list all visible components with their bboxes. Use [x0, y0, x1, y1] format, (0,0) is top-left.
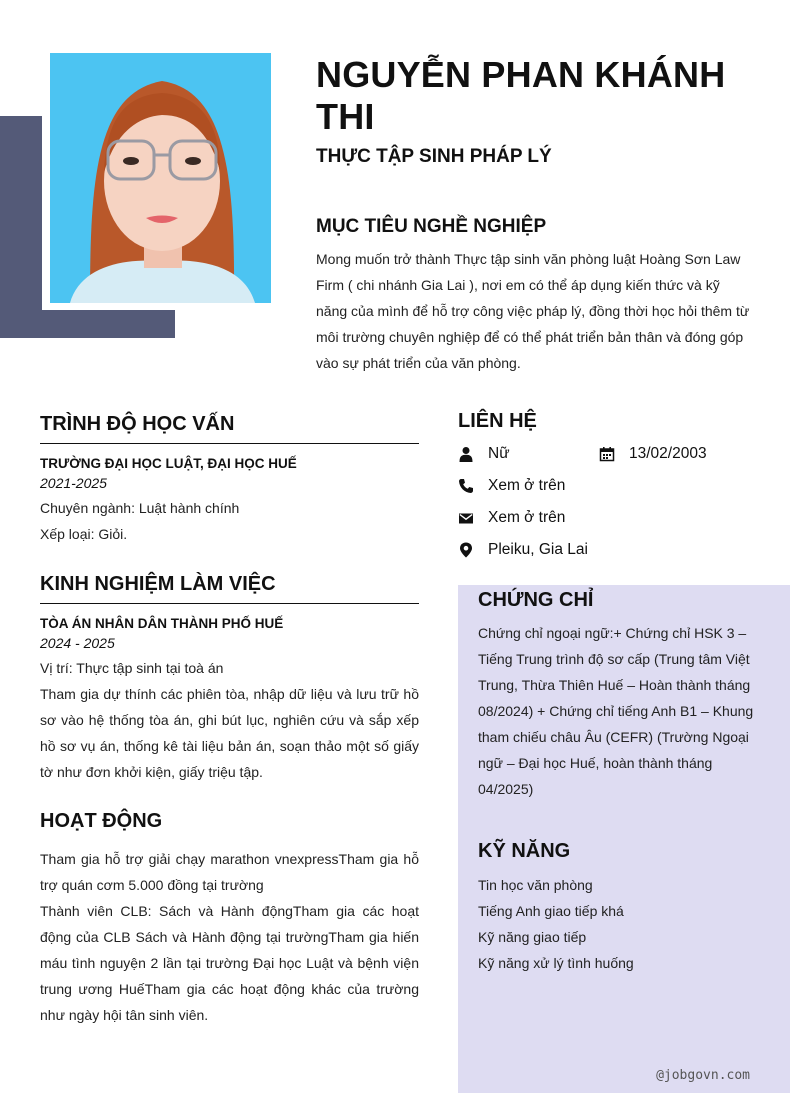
address-value: Pleiku, Gia Lai — [488, 541, 588, 558]
experience-heading: KINH NGHIỆM LÀM VIỆC — [40, 573, 419, 604]
experience-description: Tham gia dự thính các phiên tòa, nhập dữ liệu và lưu trữ hồ sơ vào hệ thống tòa án, ghi bút lục, nghiên cứu và sắp xếp hồ sơ vụ án, thống kê tài liệu bản án, soạn thảo một số giấy tờ như đơn khởi kiện, giấy triệu tập. — [40, 686, 419, 780]
skill-item: Kỹ năng xử lý tình huống — [478, 955, 634, 971]
job-title: THỰC TẬP SINH PHÁP LÝ — [316, 146, 552, 167]
objective-heading: MỤC TIÊU NGHỀ NGHIỆP — [316, 216, 547, 237]
person-icon — [458, 446, 474, 462]
contact-heading: LIÊN HỆ — [458, 410, 537, 432]
experience-period: 2024 - 2025 — [40, 635, 115, 651]
education-major: Chuyên ngành: Luật hành chính — [40, 500, 240, 516]
experience-position: Vị trí: Thực tập sinh tại toà án — [40, 660, 224, 676]
contact-address — [458, 538, 588, 562]
education-rank: Xếp loại: Giỏi. — [40, 526, 128, 542]
decorative-bar-horizontal — [0, 310, 175, 338]
certificates-text: Chứng chỉ ngoại ngữ:+ Chứng chỉ HSK 3 – Tiếng Trung trình độ sơ cấp (Trung tâm Việt Trung, Thừa Thiên Huế – Hoàn thành tháng 08/2024) + Chứng chỉ tiếng Anh B1 – Khung tham chiếu châu Âu (CEFR) (Trường Ngoại ngữ – Đại học Huế, hoàn thành tháng 04/2025) — [478, 625, 754, 797]
contact-section — [458, 410, 758, 558]
birthday-value: 13/02/2003 — [629, 445, 707, 462]
activities-section — [40, 810, 419, 1028]
experience-org: TÒA ÁN NHÂN DÂN THÀNH PHỐ HUẾ — [40, 616, 284, 631]
activities-heading: HOẠT ĐỘNG — [40, 810, 163, 832]
gender-value: Nữ — [488, 445, 510, 462]
watermark: @jobgovn.com — [656, 1068, 750, 1083]
school-name: TRƯỜNG ĐẠI HỌC LUẬT, ĐẠI HỌC HUẾ — [40, 456, 297, 471]
skill-item: Tiếng Anh giao tiếp khá — [478, 903, 624, 919]
full-name: NGUYỄN PHAN KHÁNH THI — [316, 54, 726, 137]
skill-item: Kỹ năng giao tiếp — [478, 929, 587, 945]
calendar-icon — [599, 446, 615, 462]
contact-birthday — [599, 442, 707, 466]
skills-heading: KỸ NĂNG — [478, 840, 571, 862]
contact-email — [458, 506, 565, 530]
contact-phone — [458, 474, 565, 498]
email-value: Xem ở trên — [488, 509, 566, 526]
education-heading: TRÌNH ĐỘ HỌC VẤN — [40, 413, 419, 444]
education-section — [40, 413, 419, 547]
activity-item: Thành viên CLB: Sách và Hành độngTham gia các hoạt động của CLB Sách và Hành động tại trườngTham gia hiến máu tình nguyện 2 lần tại trường Đại học Luật và bệnh viện trung ương HuếTham gia các hoạt động khác của trường như ngày hội tân sinh viên. — [40, 903, 419, 1023]
decorative-bar-vertical — [0, 116, 42, 338]
experience-section — [40, 573, 419, 785]
mail-icon — [458, 510, 474, 526]
sidebar-panel — [458, 585, 790, 1093]
profile-photo — [50, 53, 271, 303]
skill-item: Tin học văn phòng — [478, 877, 593, 893]
objective-text: Mong muốn trở thành Thực tập sinh văn phòng luật Hoàng Sơn Law Firm ( chi nhánh Gia Lai ), nơi em có thể áp dụng kiến thức và kỹ năng của mình để hỗ trợ công việc pháp lý, đồng thời học hỏi thêm từ môi trường chuyên nghiệp để có thể phát triển bản thân và đóng góp vào sự phát triển của văn phòng. — [316, 251, 750, 371]
contact-gender — [458, 442, 510, 466]
activity-item: Tham gia hỗ trợ giải chạy marathon vnexpressTham gia hỗ trợ quán cơm 5.000 đồng tại trường — [40, 851, 419, 893]
education-period: 2021-2025 — [40, 475, 107, 491]
certificates-heading: CHỨNG CHỈ — [478, 589, 594, 611]
skills-list — [478, 872, 768, 976]
phone-value: Xem ở trên — [488, 477, 566, 494]
location-pin-icon — [458, 542, 474, 558]
phone-icon — [458, 478, 474, 494]
